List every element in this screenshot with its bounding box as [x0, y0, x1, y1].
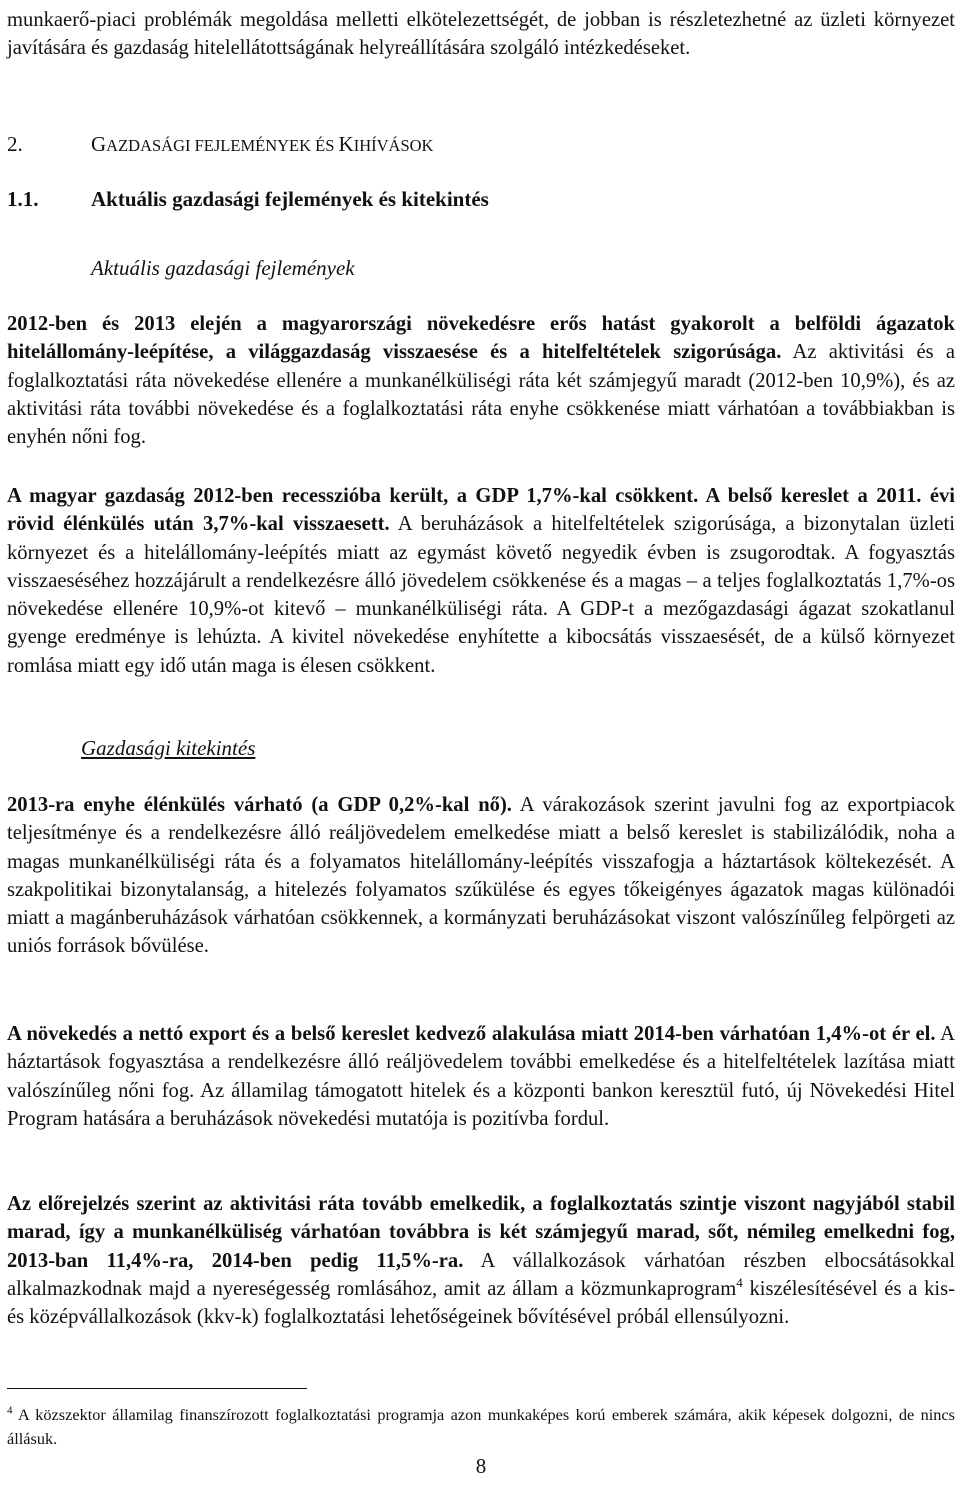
paragraph-4-text: A háztartások fogyasztása a rendelkezésre álló reáljövedelem további emelkedése és a hitelfeltételek lazítása miatt valószínűleg nőni fog. Az államilag támogatott hitelek és a központi bankon keresztül futó, új Növekedési Hitel Program hatására a beruházások növekedési mutatója is pozitívba fordul. — [7, 1023, 955, 1130]
paragraph-2 — [7, 482, 955, 680]
section-number: 2. — [7, 132, 23, 156]
section-heading — [7, 132, 433, 157]
paragraph-5-text-after: kiszélesítésével és a kis- és középvállalkozások (kkv-k) foglalkoztatási lehetőségeinek bővítésével próbál ellensúlyozni. — [7, 1277, 955, 1329]
subsection-number: 1.1. — [7, 187, 39, 211]
paragraph-2-bold: A magyar gazdaság 2012-ben recesszióba került, a GDP 1,7%-kal csökkent. A belső kereslet a 2011. évi rövid élénkülés után 3,7%-kal visszaesett. — [7, 485, 955, 536]
paragraph-3-text: A várakozások szerint javulni fog az exportpiacok teljesítménye és a rendelkezésre álló reáljövedelem emelkedése miatt a belső kereslet is stabilizálódik, noha a magas munkanélküliségi ráta és a folyamatos hitelállomány-leépítés visszafogja a háztartások költekezését. A szakpolitikai bizonytalanság, a hitelezés folyamatos szűkülése és egyes tőkeigényes ágazatok magas különadói miatt a magánberuházások várhatóan csökkennek, a kormányzati beruházásokat viszont valószínűleg felpörgeti az uniós források bővülése. — [7, 794, 955, 958]
paragraph-5-bold: Az előrejelzés szerint az aktivitási ráta tovább emelkedik, a foglalkoztatás szintje viszont nagyjából stabil marad, így a munkanélküliség várhatóan továbbra is két számjegyű marad, sőt, némileg emelkedni fog, 2013-ban 11,4%-ra, 2014-ben pedig 11,5%-ra. — [7, 1193, 955, 1272]
paragraph-5 — [7, 1190, 955, 1331]
footnote-reference: 4 — [736, 1275, 743, 1291]
heading-economic-outlook: Gazdasági kitekintés — [81, 736, 256, 760]
subsection-heading — [7, 187, 489, 212]
footnote-number: 4 — [7, 1404, 13, 1417]
paragraph-1 — [7, 310, 955, 451]
footnote — [7, 1403, 955, 1451]
paragraph-5-text-before: A vállalkozások várhatóan részben elbocsátásokkal alkalmazkodnak majd a nyereségesség romlásához, amit az állam a közmunkaprogram — [7, 1249, 955, 1300]
paragraph-1-bold: 2012-ben és 2013 elején a magyarországi növekedésre erős hatást gyakorolt a belföldi ágazatok hitelállomány-leépítése, a világgazdaság visszaesése és a hitelfeltételek szigorúsága. — [7, 313, 955, 364]
section-title: GAZDASÁGI FEJLEMÉNYEK ÉS KIHÍVÁSOK — [91, 132, 434, 156]
paragraph-3-bold: 2013-ra enyhe élénkülés várható (a GDP 0,2%-kal nő). — [7, 794, 512, 816]
subsection-title: Aktuális gazdasági fejlemények és kitekintés — [91, 187, 489, 211]
paragraph-3 — [7, 791, 955, 961]
footnote-divider — [7, 1388, 307, 1389]
footnote-text: A közszektor államilag finanszírozott foglalkoztatási programja azon munkaképes korú emberek számára, akik képesek dolgozni, de nincs állásuk. — [7, 1405, 955, 1448]
heading-current-developments: Aktuális gazdasági fejlemények — [91, 256, 355, 280]
paragraph-4 — [7, 1020, 955, 1133]
paragraph-1-text: Az aktivitási és a foglalkoztatási ráta növekedése ellenére a munkanélküliségi ráta két számjegyű maradt (2012-ben 10,9%), és az aktivitási ráta további növekedése és a foglalkoztatási ráta enyhe csökkenése miatt várhatóan a továbbiakban is enyhén nőni fog. — [7, 341, 955, 449]
paragraph-2-text: A beruházások a hitelfeltételek szigorúsága, a bizonytalan üzleti környezet és a hitelállomány-leépítés miatt az egymást követő negyedik évben is zsugorodtak. A fogyasztás visszaeséséhez hozzájárult a rendelkezésre álló jövedelem csökkenése és a magas – a teljes foglalkoztatás 1,7%-os növekedése ellenére 10,9%-ot kitevő – munkanélküliségi ráta. A GDP-t a mezőgazdasági ágazat szokatlanul gyenge eredménye is lehúzta. A kivitel növekedése enyhítette a kibocsátás visszaesését, de a külső környezet romlása miatt egy idő után maga is élesen csökkent. — [7, 513, 955, 677]
intro-paragraph: munkaerő-piaci problémák megoldása melletti elkötelezettségét, de jobban is részletezhetné az üzleti környezet javítására és gazdaság hitelellátottságának helyreállítására szolgáló intézkedéseket. — [7, 9, 955, 60]
page-number: 8 — [475, 1454, 487, 1478]
paragraph-4-bold: A növekedés a nettó export és a belső kereslet kedvező alakulása miatt 2014-ben várhatóan 1,4%-ot ér el. — [7, 1023, 936, 1045]
